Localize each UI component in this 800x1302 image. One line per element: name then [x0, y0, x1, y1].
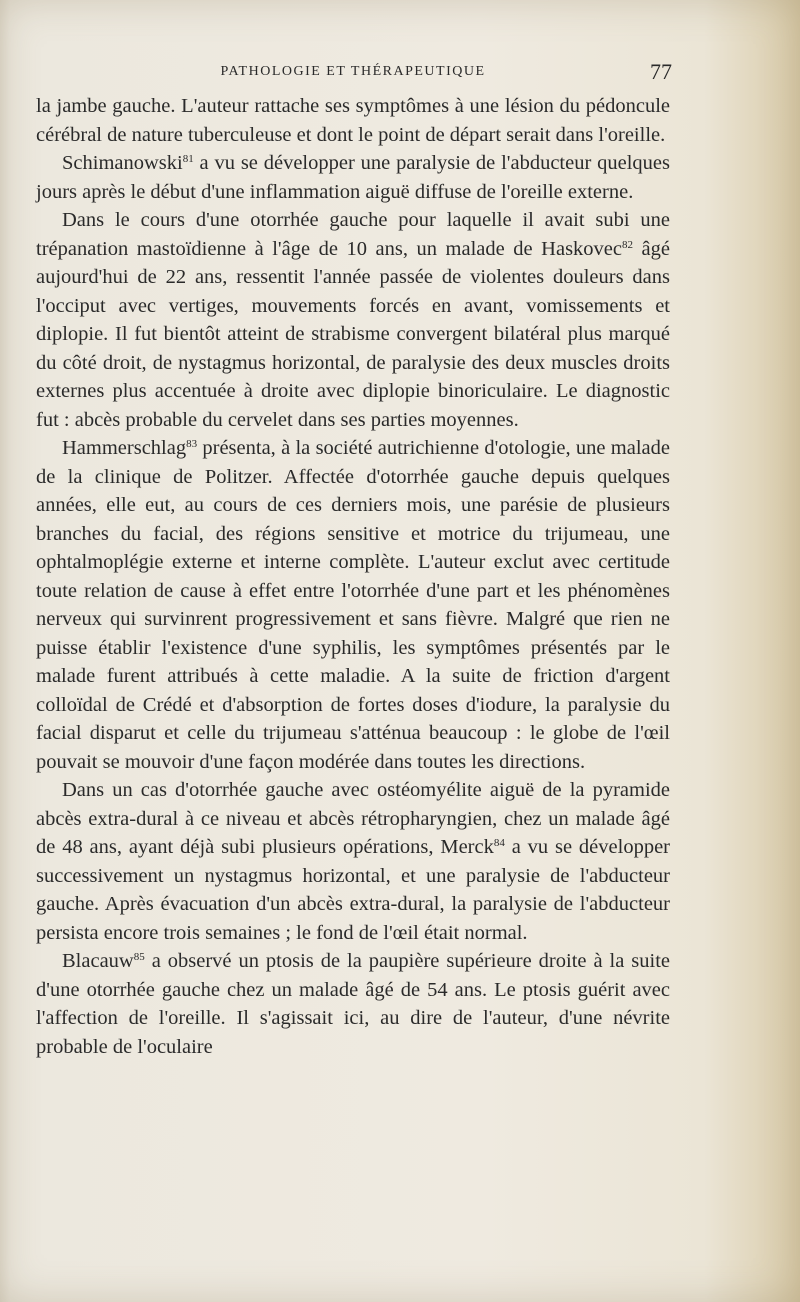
paragraph: [36, 434, 670, 776]
book-page: [36, 54, 670, 1061]
author-name: Schimanowski: [62, 152, 183, 174]
paragraph-text: a vu se développer successivement un nystagmus horizontal, et une paralysie de l'abducteur gauche. Après évacuation d'un abcès extra-dural, la paralysie de l'abducteur persista encore trois semaines ; le fond de l'œil était normal.: [36, 836, 670, 944]
paragraph-text: présenta, à la société autrichienne d'otologie, une malade de la clinique de Politzer. Affectée d'otorrhée gauche depuis quelques années, elle eut, au cours de ces derniers mois, une parésie de plusieurs branches du facial, des régions sensitive et motrice du trijumeau, une ophtalmoplégie externe et interne complète. L'auteur exclut avec certitude toute relation de cause à effet entre l'otorrhée d'une part et les phénomènes nerveux qui survinrent progressivement et sans fièvre. Malgré que rien ne puisse établir l'existence d'une syphilis, les symptômes présentés par le malade furent attribués à cette maladie. A la suite de friction d'argent colloïdal de Crédé et d'absorption de fortes doses d'iodure, la paralysie du facial disparut et celle du trijumeau s'atténua beaucoup : le globe de l'œil pouvait se mouvoir d'une façon modérée dans toutes les directions.: [36, 437, 670, 773]
paragraph-text: a vu se développer une paralysie de l'abducteur quelques jours après le début d'une inflammation aiguë diffuse de l'oreille externe.: [36, 152, 670, 203]
paragraph-text: Dans le cours d'une otorrhée gauche pour laquelle il avait subi une trépanation mastoïdienne à l'âge de 10 ans, un malade de Haskovec: [36, 209, 670, 260]
running-title: PATHOLOGIE ET THÉRAPEUTIQUE: [220, 64, 486, 79]
paragraph-text: âgé aujourd'hui de 22 ans, ressentit l'année passée de violentes douleurs dans l'occiput avec vertiges, mouvements forcés en avant, vomissements et diplopie. Il fut bientôt atteint de strabisme convergent bilatéral plus marqué du côté droit, de nystagmus horizontal, de paralysie des deux muscles droits externes plus accentuée à droite avec diplopie binoriculaire. Le diagnostic fut : abcès probable du cervelet dans ses parties moyennes.: [36, 237, 671, 431]
paragraph: [36, 776, 670, 947]
running-header: [36, 54, 670, 90]
paragraph-text: Dans un cas d'otorrhée gauche avec ostéomyélite aiguë de la pyramide abcès extra-dural à ce niveau et abcès rétropharyngien, chez un malade âgé de 48 ans, ayant déjà subi plusieurs opérations, Merck: [36, 779, 670, 858]
reference-number: 83: [186, 438, 198, 450]
paragraph: [36, 92, 670, 149]
page-number: 77: [650, 59, 672, 84]
reference-number: 82: [622, 238, 634, 251]
paragraph-text: la jambe gauche. L'auteur rattache ses symptômes à une lésion du pédoncule cérébral de nature tuberculeuse et dont le point de départ serait dans l'oreille.: [36, 95, 670, 146]
author-name: Blacauw: [62, 950, 134, 972]
paragraph-text: a observé un ptosis de la paupière supérieure droite à la suite d'une otorrhée gauche chez un malade âgé de 54 ans. Le ptosis guérit avec l'affection de l'oreille. Il s'agissait ici, au dire de l'auteur, d'une névrite probable de l'oculaire: [36, 950, 670, 1058]
paragraph: [36, 947, 670, 1061]
body-text: [36, 92, 670, 1061]
author-name: Hammerschlag: [62, 437, 187, 459]
reference-number: 85: [133, 951, 145, 963]
reference-number: 81: [182, 153, 194, 165]
paragraph: [36, 206, 670, 434]
paragraph: [36, 149, 670, 206]
reference-number: 84: [493, 837, 505, 849]
